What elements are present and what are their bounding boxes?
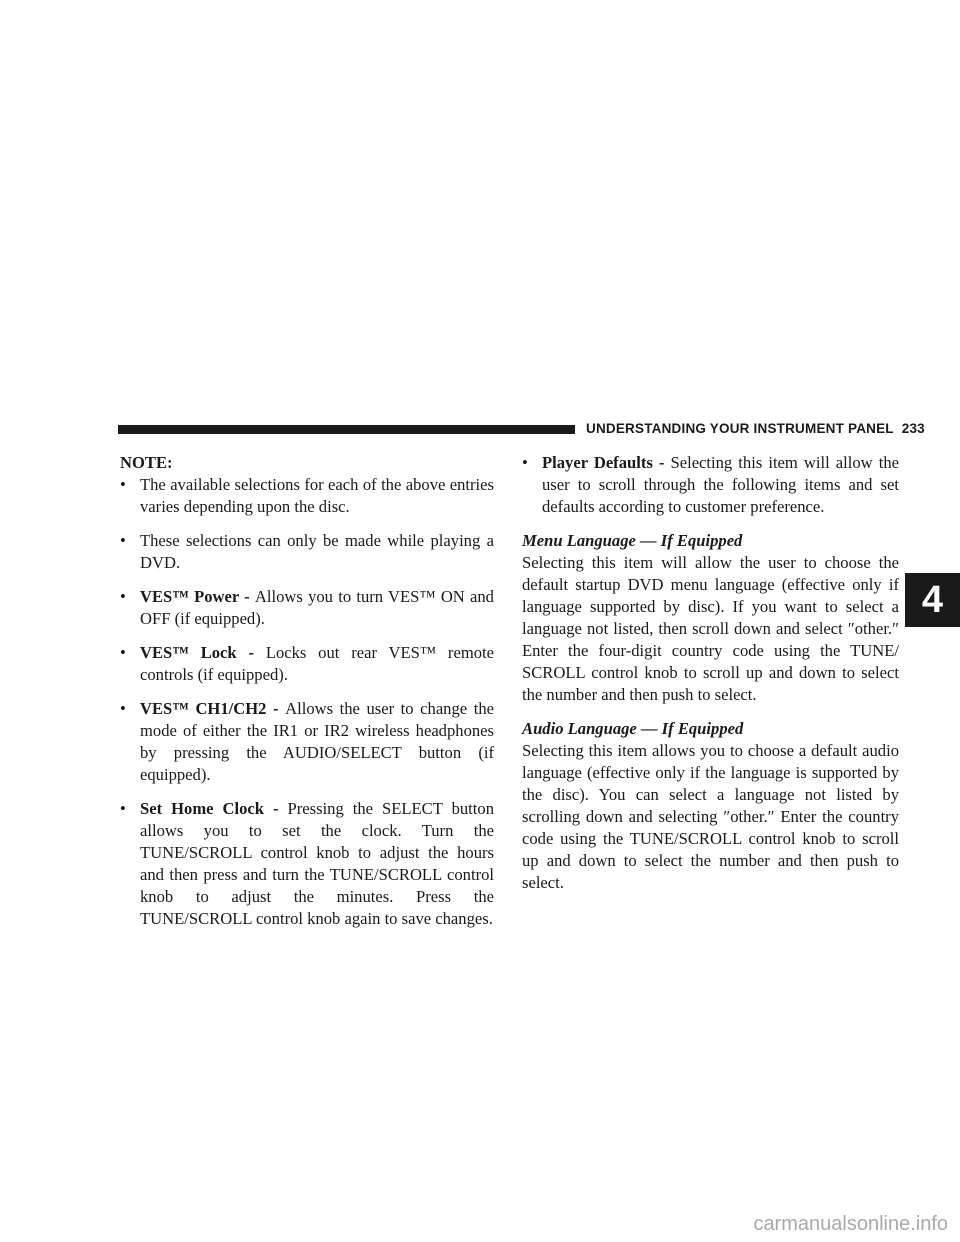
bullet-text: Allows the user to change the mode of either the IR1 or IR2 wireless headphones by pressing the AUDIO/SELECT button (if equipped). — [140, 699, 494, 784]
header-rule — [118, 425, 575, 434]
bullet-text: These selections can only be made while playing a DVD. — [140, 531, 494, 572]
bullet-text: Locks out rear VES™ remote controls (if equipped). — [140, 643, 494, 684]
list-item — [120, 798, 494, 930]
note-label: NOTE: — [120, 453, 173, 472]
left-column — [120, 452, 494, 942]
bullet-icon: • — [120, 475, 126, 494]
chapter-tab: 4 — [905, 573, 960, 627]
bullet-icon: • — [120, 799, 126, 818]
section-body: Selecting this item allows you to choose a default audio language (effective only if the language is supported by the disc). You can select a language not listed by scrolling down and selecting ″other.″ Enter the country code using the TUNE/SCROLL control knob to scroll up and down to select the number and then push to select. — [522, 741, 899, 892]
bullet-text: Allows you to turn VES™ ON and OFF (if equipped). — [140, 587, 494, 628]
section-body: Selecting this item will allow the user to choose the default startup DVD menu language (effective only if language supported by disc). If you want to select a language not listed, then scroll down and select ″other.″ Enter the four-digit country code using the TUNE/ SCROLL control knob to scroll up and down to select the number and then push to select. — [522, 553, 899, 704]
bullet-text: The available selections for each of the above entries varies depending upon the disc. — [140, 475, 494, 516]
bullet-lead: Player Defaults - — [542, 453, 671, 472]
list-item — [120, 642, 494, 686]
bullet-lead: Set Home Clock - — [140, 799, 288, 818]
list-item — [120, 698, 494, 786]
watermark: carmanualsonline.info — [753, 1213, 948, 1235]
bullet-icon: • — [120, 699, 126, 718]
list-item — [120, 530, 494, 574]
bullet-icon: • — [120, 531, 126, 550]
bullet-lead: VES™ Power - — [140, 587, 255, 606]
bullet-icon: • — [522, 453, 528, 472]
running-header — [586, 421, 925, 436]
bullet-lead: VES™ CH1/CH2 - — [140, 699, 286, 718]
header-section-title: UNDERSTANDING YOUR INSTRUMENT PANEL — [586, 421, 894, 436]
list-item — [522, 452, 899, 518]
bullet-text: Selecting this item will allow the user to scroll through the following items and set defaults according to customer preference. — [542, 453, 899, 516]
bullet-text: Pressing the SELECT button allows you to set the clock. Turn the TUNE/SCROLL control knob to adjust the hours and then press and turn the TUNE/SCROLL control knob to adjust the minutes. Press the TUNE/SCROLL control knob again to save changes. — [140, 799, 494, 928]
list-item — [120, 474, 494, 518]
bullet-icon: • — [120, 587, 126, 606]
bullet-lead: VES™ Lock - — [140, 643, 266, 662]
page-number: 233 — [901, 421, 925, 436]
right-column — [522, 452, 899, 906]
list-item — [120, 586, 494, 630]
section-title: Audio Language — If Equipped — [522, 719, 744, 738]
section-title: Menu Language — If Equipped — [522, 531, 743, 550]
bullet-icon: • — [120, 643, 126, 662]
